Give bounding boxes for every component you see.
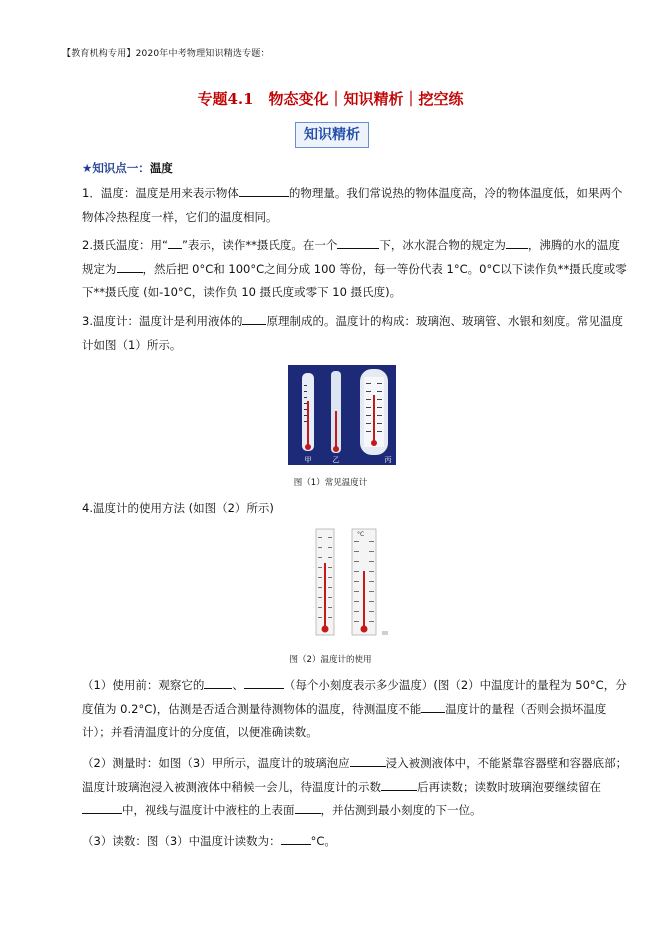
thermometers-illustration — [288, 365, 396, 465]
text-segment: ，沸腾的水的温度规定为 — [82, 238, 620, 276]
fill-blank[interactable] — [168, 236, 182, 249]
paragraph-thermometer — [60, 310, 628, 357]
fill-blank[interactable] — [239, 184, 289, 197]
figure-common-thermometers — [288, 365, 396, 469]
paragraph-before-use — [60, 674, 628, 745]
fill-blank[interactable] — [381, 778, 417, 791]
paragraph-usage-method — [60, 497, 628, 521]
fill-blank[interactable] — [421, 700, 445, 713]
fig1-label-c: 丙 — [384, 456, 392, 464]
fig1-label-b: 乙 — [332, 456, 340, 464]
text-segment: 3.温度计：温度计是利用液体的 — [82, 314, 243, 328]
text-segment: （1）使用前：观察它的 — [82, 678, 205, 692]
figure-2-caption: 图（2）温度计的使用 — [289, 655, 372, 665]
paragraph-during-measurement — [60, 752, 628, 823]
section-badge: 知识精析 — [295, 122, 369, 148]
text-segment: °C。 — [310, 834, 336, 848]
fill-blank[interactable] — [82, 801, 122, 814]
knowledge-point-text: 温度 — [149, 161, 173, 175]
paragraph-reading — [60, 830, 628, 854]
text-segment: 的物理量。我们常说热的物体温度高，冷的物体温度低，如果两个物体冷热程度一样，它们的温度相同。 — [82, 186, 623, 224]
text-segment: 中，视线与温度计中液柱的上表面 — [122, 803, 295, 817]
fill-blank[interactable] — [506, 236, 528, 249]
text-segment: 温度计的量程（否则会损坏温度计）；并看清温度计的分度值，以便准确读数。 — [82, 701, 607, 739]
figure-thermometer-usage — [312, 527, 402, 643]
page-title: 专题4.1 物态变化｜知识精析｜挖空练 — [197, 90, 464, 108]
fill-blank[interactable] — [295, 801, 321, 814]
text-segment: （每个小刻度表示多少温度）(图（2）中温度计的量程为 50°C，分度值为 0.2°C)，估测是否适合测量待测物体的温度，待测温度不能 — [82, 678, 627, 716]
degree-unit-label: °C — [357, 531, 365, 538]
text-segment: 1．温度：温度是用来表示物体 — [82, 186, 239, 200]
thermometer-pair-illustration — [312, 527, 402, 639]
text-segment: ”表示，读作**摄氏度。在一个 — [181, 238, 338, 252]
text-segment: ，然后把 0°C和 100°C之间分成 100 等份，每一等份代表 1°C。0°C以下读作负**摄氏度或零下**摄氏度 (如-10°C，读作负 10 摄氏度或零下 10 摄氏度)。 — [82, 261, 627, 299]
text-segment: 下，冰水混合物的规定为 — [379, 238, 506, 252]
text-segment: （3）读数：图（3）中温度计读数为： — [82, 834, 281, 848]
figure-1-caption: 图（1）常见温度计 — [293, 478, 368, 488]
text-segment: （2）测量时：如图（3）甲所示，温度计的玻璃泡应 — [82, 756, 350, 770]
fill-blank[interactable] — [204, 676, 232, 689]
text-segment: 、 — [232, 678, 244, 692]
text-segment: 2.摄氏温度：用“ — [82, 238, 168, 252]
paragraph-temperature — [60, 182, 628, 229]
fill-blank[interactable] — [117, 260, 143, 273]
fill-blank[interactable] — [281, 832, 311, 845]
paragraph-celsius — [60, 234, 628, 305]
fill-blank[interactable] — [242, 312, 266, 325]
fill-blank[interactable] — [350, 754, 386, 767]
text-segment: 4.温度计的使用方法 (如图（2）所示) — [82, 501, 274, 515]
knowledge-point-label: 知识点一： — [92, 161, 150, 175]
text-segment: 浸入被测液体中，不能紧靠容器壁和容器底部；温度计玻璃泡浸入被测液体中稍候一会儿，待温度计的示数 — [82, 756, 628, 794]
text-segment: 后再读数；读数时玻璃泡要继续留在 — [417, 779, 601, 794]
knowledge-point-heading — [82, 160, 173, 176]
fill-blank[interactable] — [337, 236, 379, 249]
header-note: 【教育机构专用】2020年中考物理知识精选专题： — [62, 49, 270, 59]
star-icon: ★ — [82, 161, 93, 175]
text-segment: 原理制成的。温度计的构成：玻璃泡、玻璃管、水银和刻度。常见温度计如图（1）所示。 — [82, 314, 623, 352]
fig1-label-a: 甲 — [304, 456, 312, 464]
fill-blank[interactable] — [244, 676, 284, 689]
text-segment: ，并估测到最小刻度的下一位。 — [320, 803, 482, 817]
